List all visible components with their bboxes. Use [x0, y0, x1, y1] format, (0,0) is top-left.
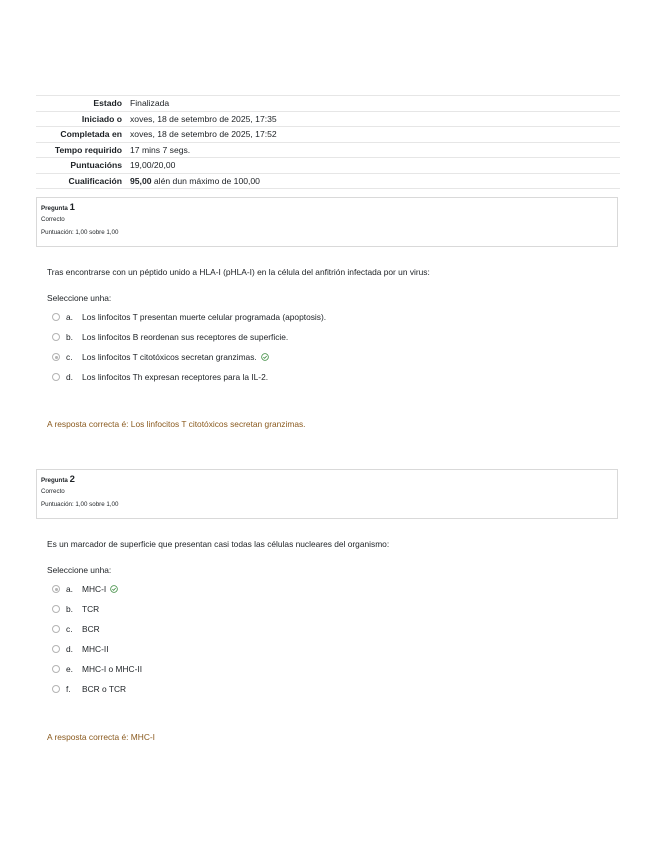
summary-value: xoves, 18 de setembro de 2025, 17:35 [130, 113, 277, 124]
answer-option-a[interactable] [50, 579, 450, 599]
question-state: Correcto [41, 488, 65, 495]
right-answer-feedback: A resposta correcta é: Los linfocitos T citotóxicos secretan granzimas. [47, 419, 306, 429]
summary-label: Estado [93, 98, 122, 108]
summary-row-time-taken [36, 142, 620, 158]
answer-option-e[interactable] [50, 659, 450, 679]
option-text: MHC-I [82, 584, 107, 594]
summary-row-marks [36, 158, 620, 174]
option-letter: e. [66, 664, 73, 674]
grade-value: 95,00 [130, 175, 152, 186]
option-text: Los linfocitos Th expresan receptores para la IL-2. [82, 372, 269, 382]
option-letter: a. [66, 584, 73, 594]
question-grade: Puntuación: 1,00 sobre 1,00 [41, 501, 119, 509]
question-grade: Puntuación: 1,00 sobre 1,00 [41, 229, 119, 237]
answer-option-d[interactable] [50, 639, 450, 659]
option-text: BCR [82, 624, 100, 634]
option-text: MHC-I o MHC-II [82, 664, 143, 674]
option-letter: c. [66, 352, 73, 362]
check-circle-icon [261, 353, 269, 361]
option-letter: d. [66, 372, 73, 382]
summary-label: Completada en [60, 129, 122, 139]
grade-max: alén dun máximo de 100,00 [151, 175, 260, 186]
summary-label: Puntuacións [70, 160, 122, 170]
radio-button[interactable] [52, 605, 60, 613]
option-letter: d. [66, 644, 73, 654]
option-letter: c. [66, 624, 73, 634]
question-text: Es un marcador de superficie que presentan casi todas las células nucleares del organismo: [47, 539, 390, 549]
question-number [41, 475, 613, 486]
answer-option-c[interactable] [50, 347, 450, 367]
summary-label: Tempo requirido [54, 144, 122, 155]
answer-prompt: Seleccione unha: [47, 293, 112, 303]
option-text: Los linfocitos T presentan muerte celular programada (apoptosis). [82, 312, 327, 322]
radio-button[interactable] [52, 313, 60, 321]
radio-button-selected[interactable] [52, 353, 60, 361]
radio-button[interactable] [52, 373, 60, 381]
option-text: BCR o TCR [82, 684, 127, 694]
summary-value [126, 173, 620, 189]
question-number [41, 203, 613, 214]
option-text: Los linfocitos B reordenan sus receptores de superficie. [82, 332, 289, 342]
summary-label: Iniciado o [81, 113, 122, 124]
answer-prompt: Seleccione unha: [47, 565, 112, 575]
answer-options [50, 307, 450, 387]
radio-button[interactable] [52, 685, 60, 693]
summary-value: 19,00/20,00 [130, 160, 176, 170]
question-number-value: 1 [69, 202, 75, 213]
option-text: TCR [82, 604, 100, 614]
question-info-box [36, 197, 618, 247]
option-text: Los linfocitos T citotóxicos secretan granzimas. [82, 352, 257, 362]
radio-button-selected[interactable] [52, 585, 60, 593]
answer-option-d[interactable] [50, 367, 450, 387]
radio-button[interactable] [52, 665, 60, 673]
radio-button[interactable] [52, 645, 60, 653]
radio-button[interactable] [52, 333, 60, 341]
summary-row-grade [36, 173, 620, 189]
check-circle-icon [110, 585, 118, 593]
option-text: MHC-II [82, 644, 109, 654]
summary-row-state [36, 96, 620, 112]
summary-value: Finalizada [130, 98, 170, 108]
question-info-box [36, 469, 618, 519]
summary-row-completed [36, 127, 620, 143]
answer-option-b[interactable] [50, 327, 450, 347]
summary-value: 17 mins 7 segs. [130, 144, 191, 155]
option-letter: b. [66, 604, 73, 614]
question-number-value: 2 [69, 474, 75, 485]
answer-option-b[interactable] [50, 599, 450, 619]
answer-option-c[interactable] [50, 619, 450, 639]
option-letter: b. [66, 332, 73, 342]
option-letter: f. [66, 684, 71, 694]
answer-option-f[interactable] [50, 679, 450, 699]
question-text: Tras encontrarse con un péptido unido a HLA-I (pHLA-I) en la célula del anfitrión infectada por un virus: [47, 267, 430, 277]
answer-option-a[interactable] [50, 307, 450, 327]
option-letter: a. [66, 312, 73, 322]
summary-row-started [36, 111, 620, 127]
attempt-summary-table [36, 95, 620, 189]
summary-value: xoves, 18 de setembro de 2025, 17:52 [130, 129, 277, 139]
question-label: Pregunta [41, 477, 68, 484]
radio-button[interactable] [52, 625, 60, 633]
summary-label: Cualificación [68, 175, 122, 186]
question-state: Correcto [41, 216, 65, 223]
right-answer-feedback: A resposta correcta é: MHC-I [47, 732, 155, 742]
answer-options [50, 579, 450, 699]
question-label: Pregunta [41, 205, 68, 212]
